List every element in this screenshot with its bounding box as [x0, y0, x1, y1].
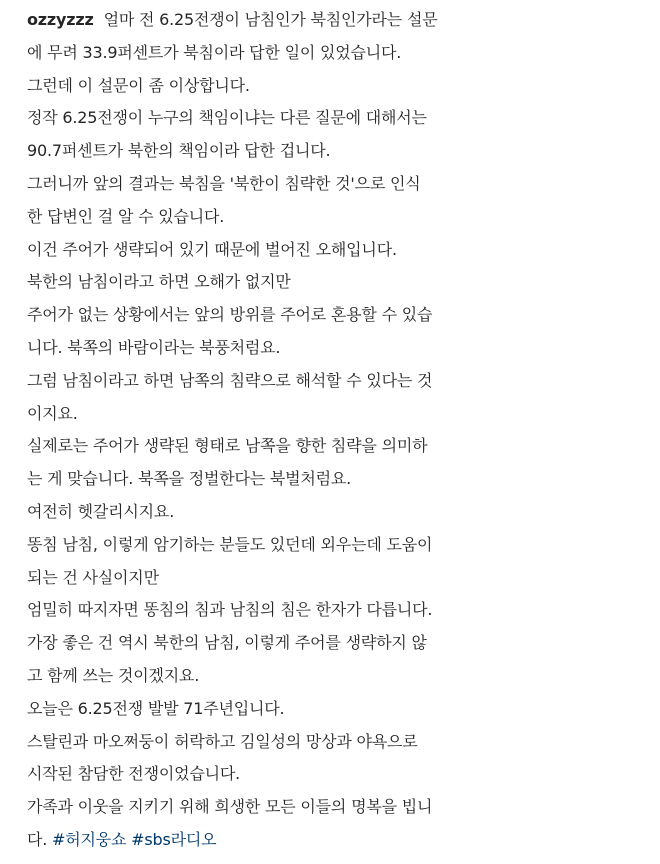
- caption-first-line: [27, 4, 655, 37]
- caption-line: 정작 6.25전쟁이 누구의 책임이냐는 다른 질문에 대해서는: [27, 108, 427, 128]
- caption-line: 엄밀히 따지자면 똥침의 침과 남침의 침은 한자가 다릅니다.: [27, 600, 433, 620]
- caption-line: 시작된 참담한 전쟁이었습니다.: [27, 764, 240, 784]
- caption-line: 주어가 없는 상황에서는 앞의 방위를 주어로 혼용할 수 있습: [27, 305, 433, 325]
- caption-line: 90.7퍼센트가 북한의 책임이라 답한 겁니다.: [27, 141, 331, 161]
- caption-line: 스탈린과 마오쩌둥이 허락하고 김일성의 망상과 야욕으로: [27, 731, 418, 751]
- caption-line: 니다. 북쪽의 바람이라는 북풍처럼요.: [27, 337, 281, 357]
- caption-line: 그러니까 앞의 결과는 북침을 '북한이 침략한 것'으로 인식: [27, 173, 421, 193]
- caption-line: 는 게 맞습니다. 북쪽을 정벌한다는 북벌처럼요.: [27, 469, 352, 489]
- hashtag-link[interactable]: #허지웅쇼: [52, 829, 127, 849]
- caption-line: 그런데 이 설문이 좀 이상합니다.: [27, 75, 250, 95]
- hashtag-link[interactable]: #sbs라디오: [131, 829, 217, 849]
- caption-line: 에 무려 33.9퍼센트가 북침이라 답한 일이 있었습니다.: [27, 42, 402, 62]
- caption-text: 다.: [27, 829, 48, 849]
- caption-last-line: [27, 824, 655, 857]
- caption-line: 가족과 이웃을 지키기 위해 희생한 모든 이들의 명복을 빕니: [27, 797, 433, 817]
- caption-line: 가장 좋은 건 역시 북한의 남침, 이렇게 주어를 생략하지 않: [27, 633, 427, 653]
- caption-line: 실제로는 주어가 생략된 형태로 남쪽을 향한 침략을 의미하: [27, 436, 428, 456]
- caption-line: 오늘은 6.25전쟁 발발 71주년입니다.: [27, 698, 285, 718]
- post-caption: [27, 4, 655, 857]
- caption-text: 얼마 전 6.25전쟁이 남침인가 북침인가라는 설문: [103, 10, 438, 29]
- caption-line: 똥침 남침, 이렇게 암기하는 분들도 있던데 외우는데 도움이: [27, 534, 433, 554]
- username-link[interactable]: ozzyzzz: [27, 10, 94, 29]
- caption-line: 이지요.: [27, 403, 78, 423]
- caption-line: 한 답변인 걸 알 수 있습니다.: [27, 206, 225, 226]
- caption-line: 그럼 남침이라고 하면 남쪽의 침략으로 해석할 수 있다는 것: [27, 370, 433, 390]
- caption-line: 북한의 남침이라고 하면 오해가 없지만: [27, 272, 291, 292]
- caption-line: 되는 건 사실이지만: [27, 567, 159, 587]
- caption-line: 여전히 헷갈리시지요.: [27, 501, 175, 521]
- caption-line: 고 함께 쓰는 것이겠지요.: [27, 665, 200, 685]
- caption-line: 이건 주어가 생략되어 있기 때문에 벌어진 오해입니다.: [27, 239, 397, 259]
